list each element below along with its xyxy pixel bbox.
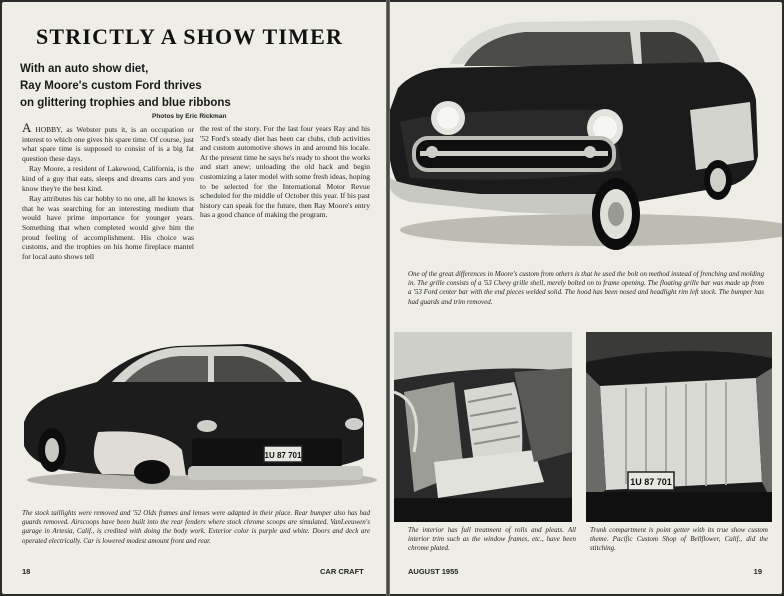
rear-plate-text: 1U 87 701 — [264, 451, 302, 460]
body-column-1 — [22, 120, 194, 262]
trunk-photo-caption: Trunk compartment is point getter with its true show custom theme. Pacific Custom Shop of Bellflower, Calif., did the stitching. — [590, 526, 768, 553]
right-page — [390, 2, 782, 594]
front-car-illustration — [390, 10, 782, 268]
interior-photo-caption: The interior has full treatment of rolls and pleats. All interior trim such as the window frames, etc., have been chrome plated. — [408, 526, 576, 553]
left-running-foot: CAR CRAFT — [320, 567, 364, 576]
body-column-2 — [200, 124, 370, 221]
drop-cap: A — [22, 120, 32, 135]
photo-credit: Photos by Eric Rickman — [152, 113, 227, 120]
deck-line: Ray Moore's custom Ford thrives — [20, 80, 202, 92]
rear-car-illustration — [2, 320, 386, 498]
trunk-plate-text: 1U 87 701 — [630, 477, 672, 487]
trunk-illustration — [586, 332, 772, 522]
deck-line: on glittering trophies and blue ribbons — [20, 97, 231, 109]
rear-photo-caption: The stock taillights were removed and '52 Olds frames and lenses were adapted in their place. Rear bumper also has had guards removed. Airscoops have been built into the rear fenders where stock chrome scoops are simulated. VanLeeuwen's garage in Artesia, Calif., is credited with doing the body work. Exterior color is purple and white. Doors and deck are operated electrically. Car is lowered modest amount front and rear. — [22, 509, 370, 545]
right-running-foot: AUGUST 1955 — [408, 567, 459, 576]
body-paragraph — [22, 120, 194, 163]
article-title: STRICTLY A SHOW TIMER — [36, 24, 344, 49]
body-paragraph-text: HOBBY, as Webster puts it, is an occupation or interest to which one gives his spare time. Of course, just what spare time is supposed to consist of is a big fat question these days. — [22, 125, 194, 163]
right-page-number: 19 — [753, 567, 762, 576]
interior-photo — [394, 332, 572, 522]
left-page — [2, 2, 386, 594]
rear-view-photo — [2, 320, 386, 498]
body-paragraph: Ray Moore, a resident of Lakewood, California, is the kind of a guy that eats, sleeps and dreams cars and you know they're the best kind. — [22, 164, 194, 193]
body-paragraph: Ray attributes his car hobby to no one, all he knows is that he was searching for an interesting medium that would have prime importance for younger years. Something that when completed would give him the proud feeling of accomplishment. His choice was customs, and the trophies on his home fireplace mantel for local auto shows tell — [22, 194, 194, 261]
interior-illustration — [394, 332, 572, 522]
front-photo-caption: One of the great differences in Moore's custom from others is that he used the bolt on method instead of frenching and molding in. The grille consists of a '53 Chevy grille shell, merely bolted on to frame opening. The floating grille bar was made up from a '53 Ford center bar with the end pieces welded solid. The hood has been nosed and headlight rim left stock. The bumper has had guards and trim removed. — [408, 270, 764, 306]
front-view-photo — [390, 10, 782, 268]
article-deck — [20, 61, 350, 112]
trunk-photo — [586, 332, 772, 522]
body-paragraph: the rest of the story. For the last four years Ray and his '52 Ford's steady diet has been car clubs, club activities and custom automotive shows in and around his locale. At the present time he says he's ready to shoot the works and start anew; unloading the old hack and begin customizing a later model with some fresh ideas, hoping to be selected for the International Motor Revue scheduled for the middle of October this year. If his past history can speak for the future, then Ray Moore's entry has a good chance of making the program. — [200, 124, 370, 220]
deck-line: With an auto show diet, — [20, 63, 149, 75]
left-page-number: 18 — [22, 567, 31, 576]
